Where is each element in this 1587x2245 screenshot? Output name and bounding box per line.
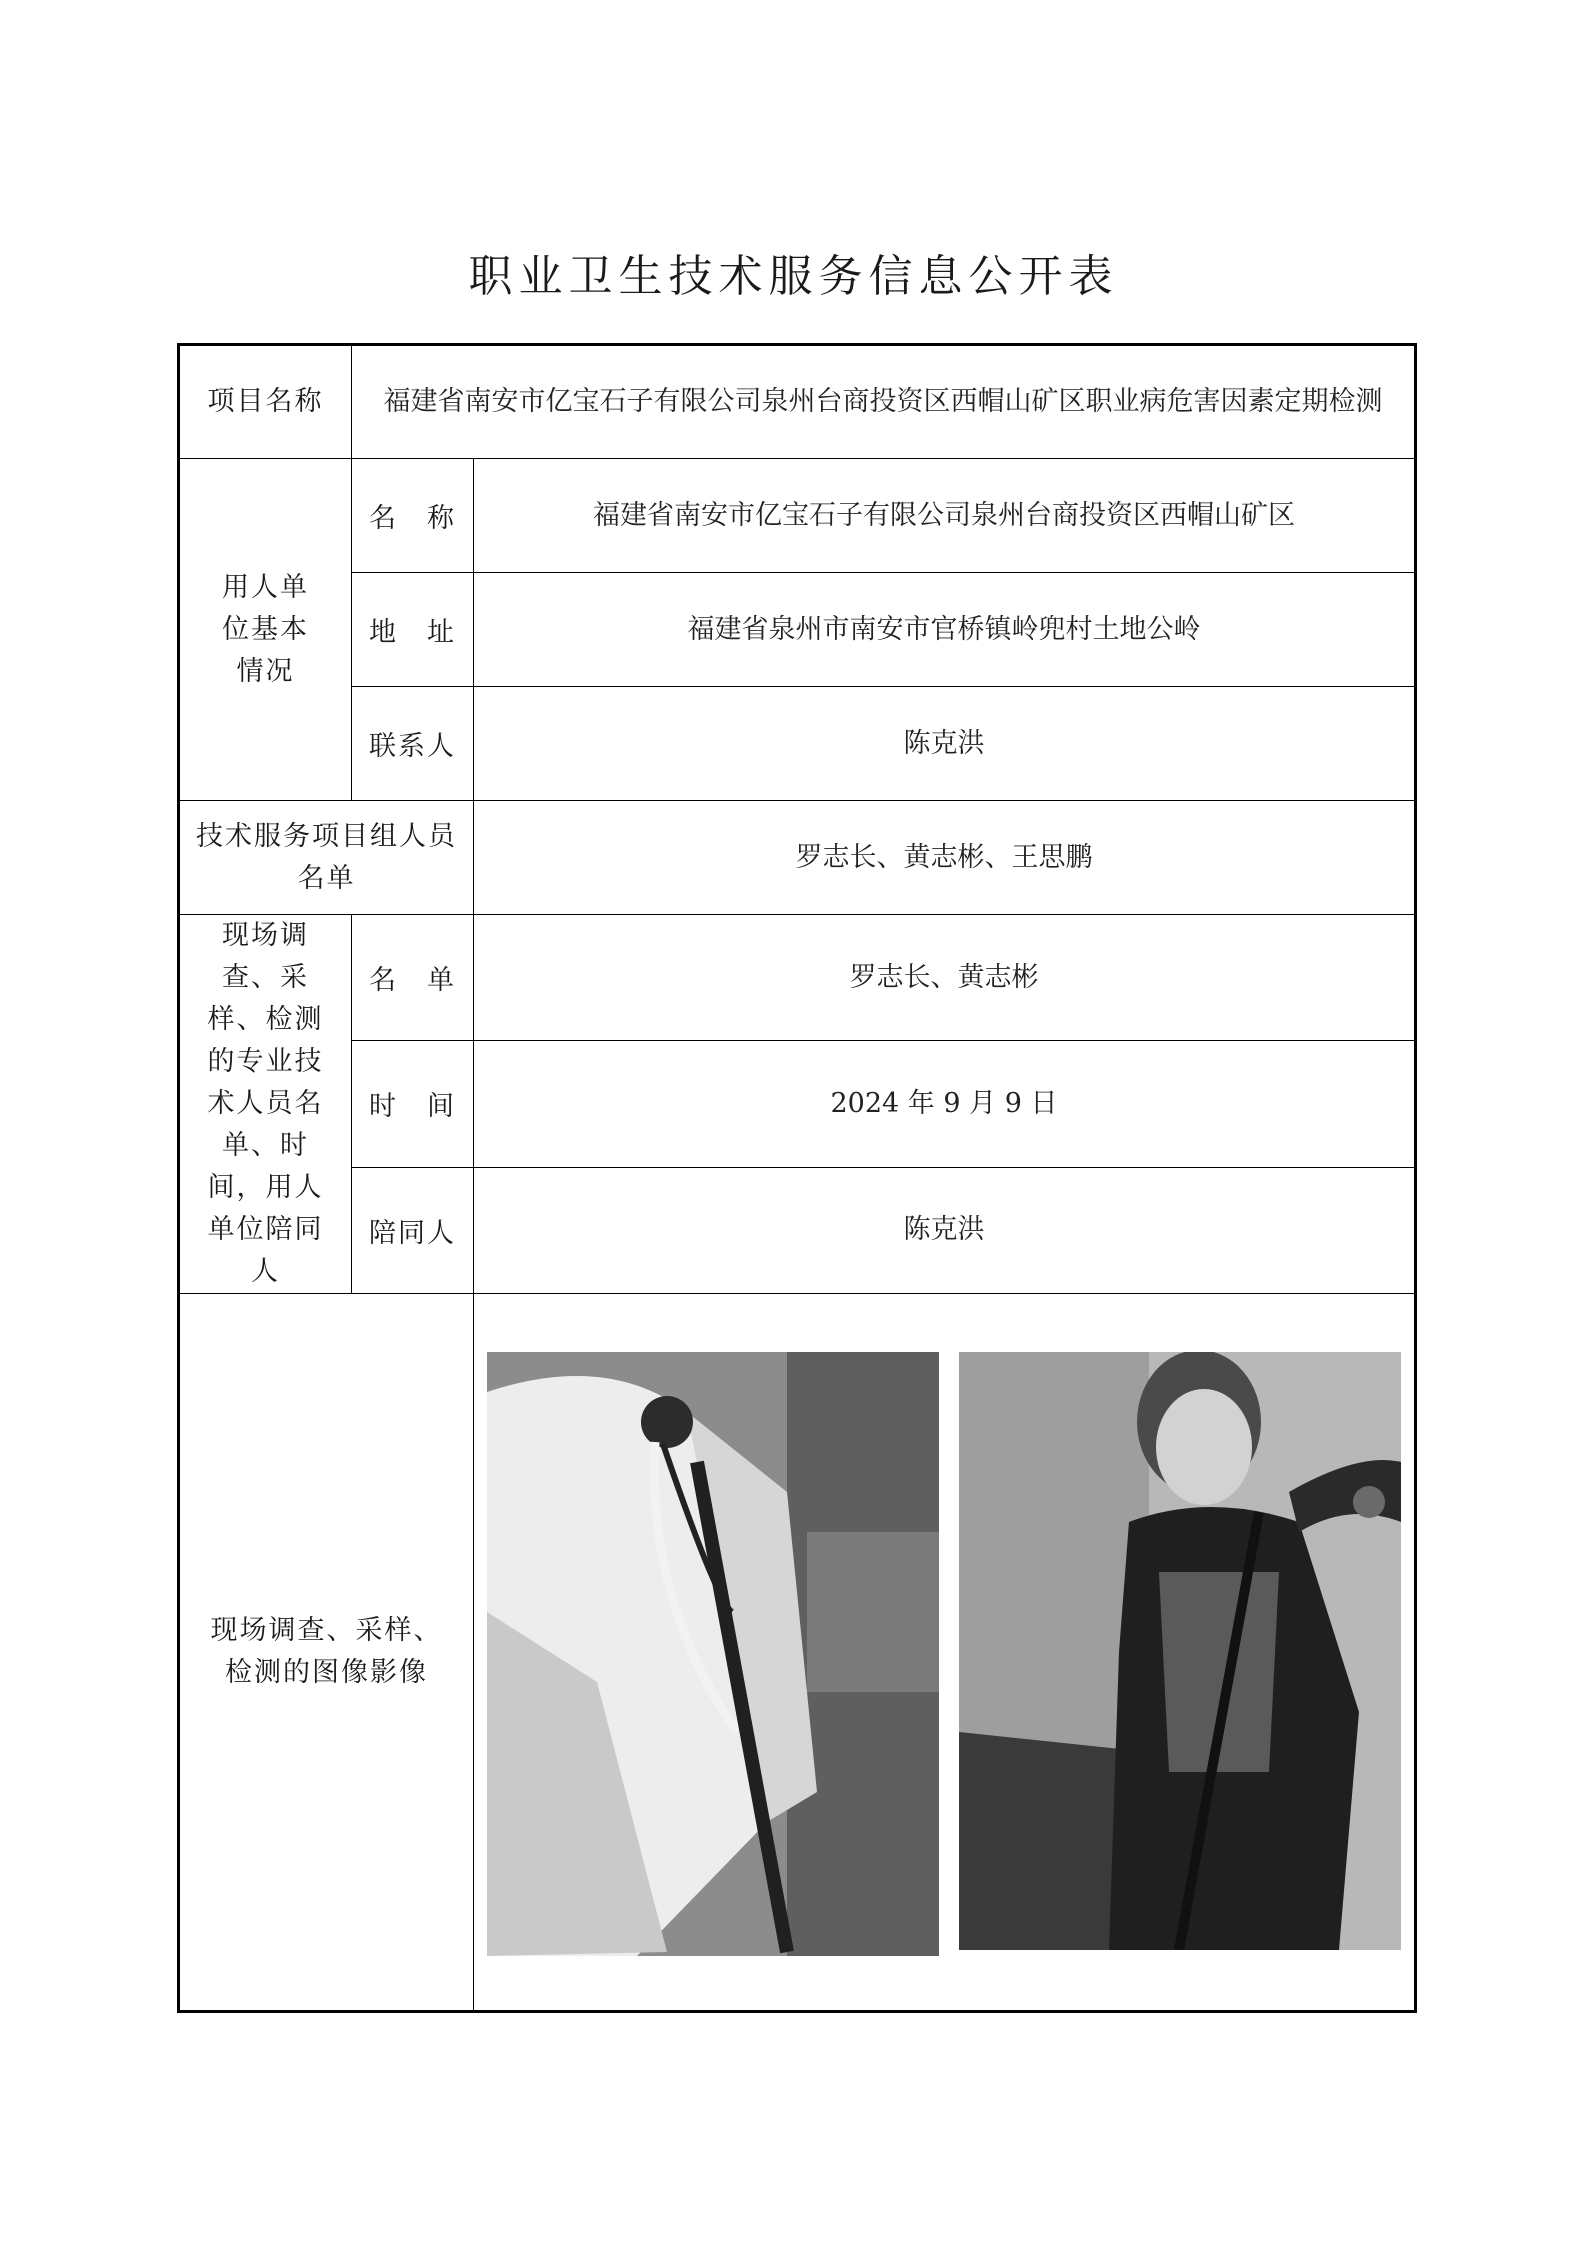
onsite-list-label: 名 单 [352, 915, 474, 1041]
site-photo-worker-pump-image [959, 1352, 1401, 1950]
onsite-list-row [179, 915, 1416, 1041]
site-photo-sampling-shoulder [487, 1352, 939, 1956]
employer-address-row [179, 573, 1416, 687]
team-row [179, 801, 1416, 915]
employer-name-value: 福建省南安市亿宝石子有限公司泉州台商投资区西帽山矿区 [474, 459, 1416, 573]
onsite-companion-row [179, 1167, 1416, 1293]
employer-name-label: 名 称 [352, 459, 474, 573]
team-value: 罗志长、黄志彬、王思鹏 [474, 801, 1416, 915]
site-photo-sampling-shoulder-image [487, 1352, 939, 1956]
onsite-time-row [179, 1041, 1416, 1167]
info-table [177, 343, 1417, 2013]
employer-contact-row [179, 687, 1416, 801]
employer-address-label: 地 址 [352, 573, 474, 687]
onsite-label: 现场调查、采样、检测的专业技术人员名单、时间，用人单位陪同人 [179, 915, 352, 1294]
project-value: 福建省南安市亿宝石子有限公司泉州台商投资区西帽山矿区职业病危害因素定期检测 [352, 345, 1416, 459]
images-cell [474, 1294, 1416, 2012]
employer-name-row [179, 459, 1416, 573]
onsite-time-value: 2024 年 9 月 9 日 [474, 1041, 1416, 1167]
images-row [179, 1294, 1416, 2012]
onsite-companion-value: 陈克洪 [474, 1167, 1416, 1293]
onsite-list-value: 罗志长、黄志彬 [474, 915, 1416, 1041]
team-label: 技术服务项目组人员名单 [179, 801, 474, 915]
site-photo-worker-pump [959, 1352, 1401, 1950]
employer-contact-value: 陈克洪 [474, 687, 1416, 801]
project-row [179, 345, 1416, 459]
employer-contact-label: 联系人 [352, 687, 474, 801]
onsite-companion-label: 陪同人 [352, 1167, 474, 1293]
employer-address-value: 福建省泉州市南安市官桥镇岭兜村土地公岭 [474, 573, 1416, 687]
page-title: 职业卫生技术服务信息公开表 [468, 251, 1119, 302]
employer-label: 用人单位基本情况 [179, 459, 352, 801]
images-label: 现场调查、采样、检测的图像影像 [179, 1294, 474, 2012]
onsite-time-label: 时 间 [352, 1041, 474, 1167]
photo-area [474, 1294, 1414, 2010]
project-label: 项目名称 [179, 345, 352, 459]
